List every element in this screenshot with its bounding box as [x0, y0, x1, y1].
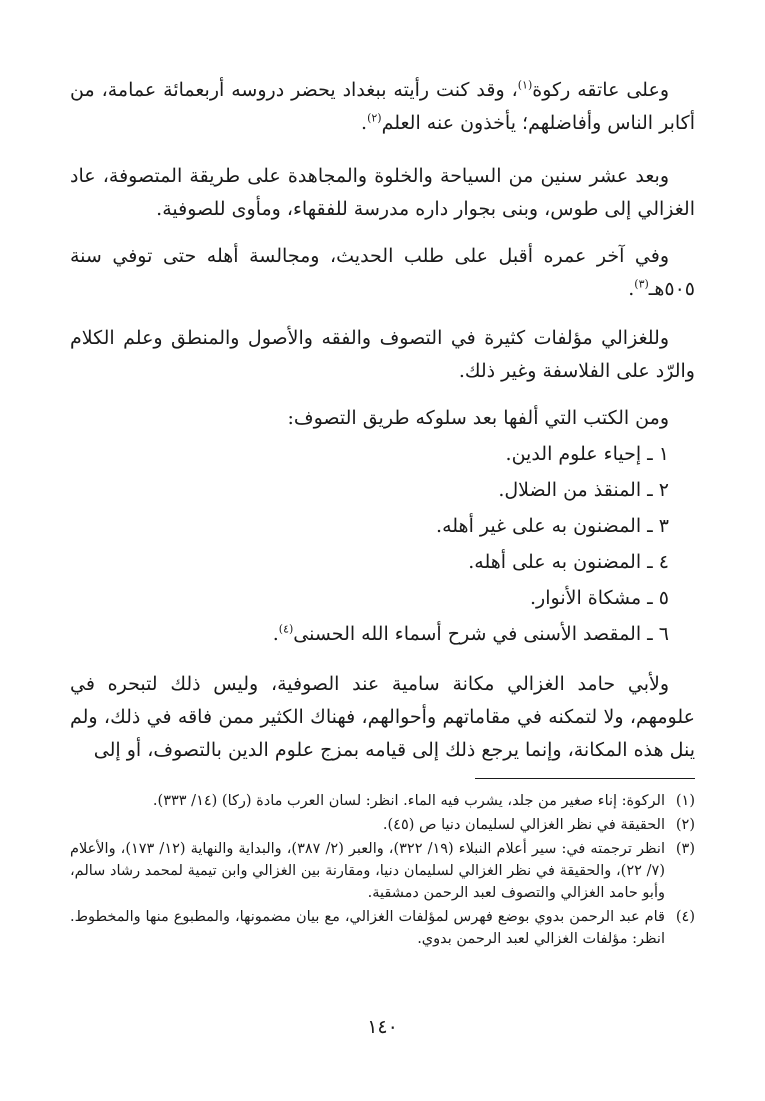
- list-item: ٣ ـ المضنون به على غير أهله.: [436, 515, 669, 537]
- paragraph-6: ولأبي حامد الغزالي مكانة سامية عند الصوفية، وليس ذلك لتبحره في علومهم، ولا لتمكنه في مقاماتهم وأحوالهم، فهناك الكثير ممن فاقه في ذلك، ولم ينل هذه المكانة، وإنما يرجع ذلك إلى قيامه بمزج علوم الدين بالتصوف، أو إلى: [70, 673, 695, 761]
- list-item: ١ ـ إحياء علوم الدين.: [505, 443, 669, 465]
- list-item: ٥ ـ مشكاة الأنوار.: [530, 587, 669, 609]
- footnote-3: [70, 838, 695, 904]
- footnotes: [70, 790, 695, 952]
- paragraph-1: وعلى عاتقه ركوة$^{(١)}$، وقد كنت رأيته ببغداد يحضر دروسه أربعمائة عمامة، من أكابر الناس وأفاضلهم؛ يأخذون عنه العلم$^{(٢)}$.: [70, 78, 695, 134]
- list-item: ٤ ـ المضنون به على أهله.: [468, 551, 669, 573]
- footnote-ref-4[interactable]: (٤): [278, 622, 294, 636]
- page-number: ١٤٠: [367, 1016, 398, 1038]
- footnote-text: الحقيقة في نظر الغزالي لسليمان دنيا ص (٤٥).: [382, 817, 665, 833]
- paragraph-2: وبعد عشر سنين من السياحة والخلوة والمجاهدة على طريقة المتصوفة، عاد الغزالي إلى طوس، وبنى بجوار داره مدرسة للفقهاء، ومأوى للصوفية.: [70, 165, 695, 220]
- paragraph-5: ومن الكتب التي ألفها بعد سلوكه طريق التصوف:: [287, 407, 669, 429]
- footnote-ref-1[interactable]: (١): [517, 78, 533, 92]
- footnote-2: [70, 814, 695, 836]
- footnote-4: [70, 906, 695, 950]
- paragraph-3: وفي آخر عمره أقبل على طلب الحديث، ومجالسة أهله حتى توفي سنة ٥٠٥هـ$^{(٣)}$.: [70, 245, 695, 300]
- footnote-ref-2[interactable]: (٢): [367, 111, 382, 125]
- book-list: [273, 436, 669, 652]
- footnote-number: (١): [675, 793, 695, 809]
- footnote-ref-3[interactable]: (٣): [634, 277, 649, 291]
- book-page: [70, 0, 695, 1101]
- footnote-1: [70, 790, 695, 812]
- footnote-text: قام عبد الرحمن بدوي بوضع فهرس لمؤلفات الغزالي، مع بيان مضمونها، والمطبوع منها والمخطوط. انظر: مؤلفات الغزالي لعبد الرحمن بدوي.: [70, 909, 665, 947]
- footnote-text: انظر ترجمته في: سير أعلام النبلاء (١٩/ ٣٢٢)، والعبر (٢/ ٣٨٧)، والبداية والنهاية (١٢/ ١٧٣)، والأعلام (٧/ ٢٢)، والحقيقة في نظر الغزالي لسليمان دنيا، ومقارنة بين الغزالي وابن تيمية لمحمد رشاد سالم، وأبو حامد الغزالي والتصوف لعبد الرحمن دمشقية.: [70, 841, 665, 901]
- footnote-number: (٤): [675, 909, 695, 925]
- footnote-number: (٢): [675, 817, 695, 833]
- list-item: ٢ ـ المنقذ من الضلال.: [498, 479, 669, 501]
- footnote-divider: [475, 778, 695, 779]
- footnote-text: الركوة: إناء صغير من جلد، يشرب فيه الماء. انظر: لسان العرب مادة (ركا) (١٤/ ٣٣٣).: [152, 793, 665, 809]
- list-item: ٦ ـ المقصد الأسنى في شرح أسماء الله الحسنى$^{(٤)}$.: [272, 622, 669, 645]
- footnote-number: (٣): [675, 841, 695, 857]
- paragraph-4: وللغزالي مؤلفات كثيرة في التصوف والفقه والأصول والمنطق وعلم الكلام والرّد على الفلاسفة وغير ذلك.: [70, 327, 695, 382]
